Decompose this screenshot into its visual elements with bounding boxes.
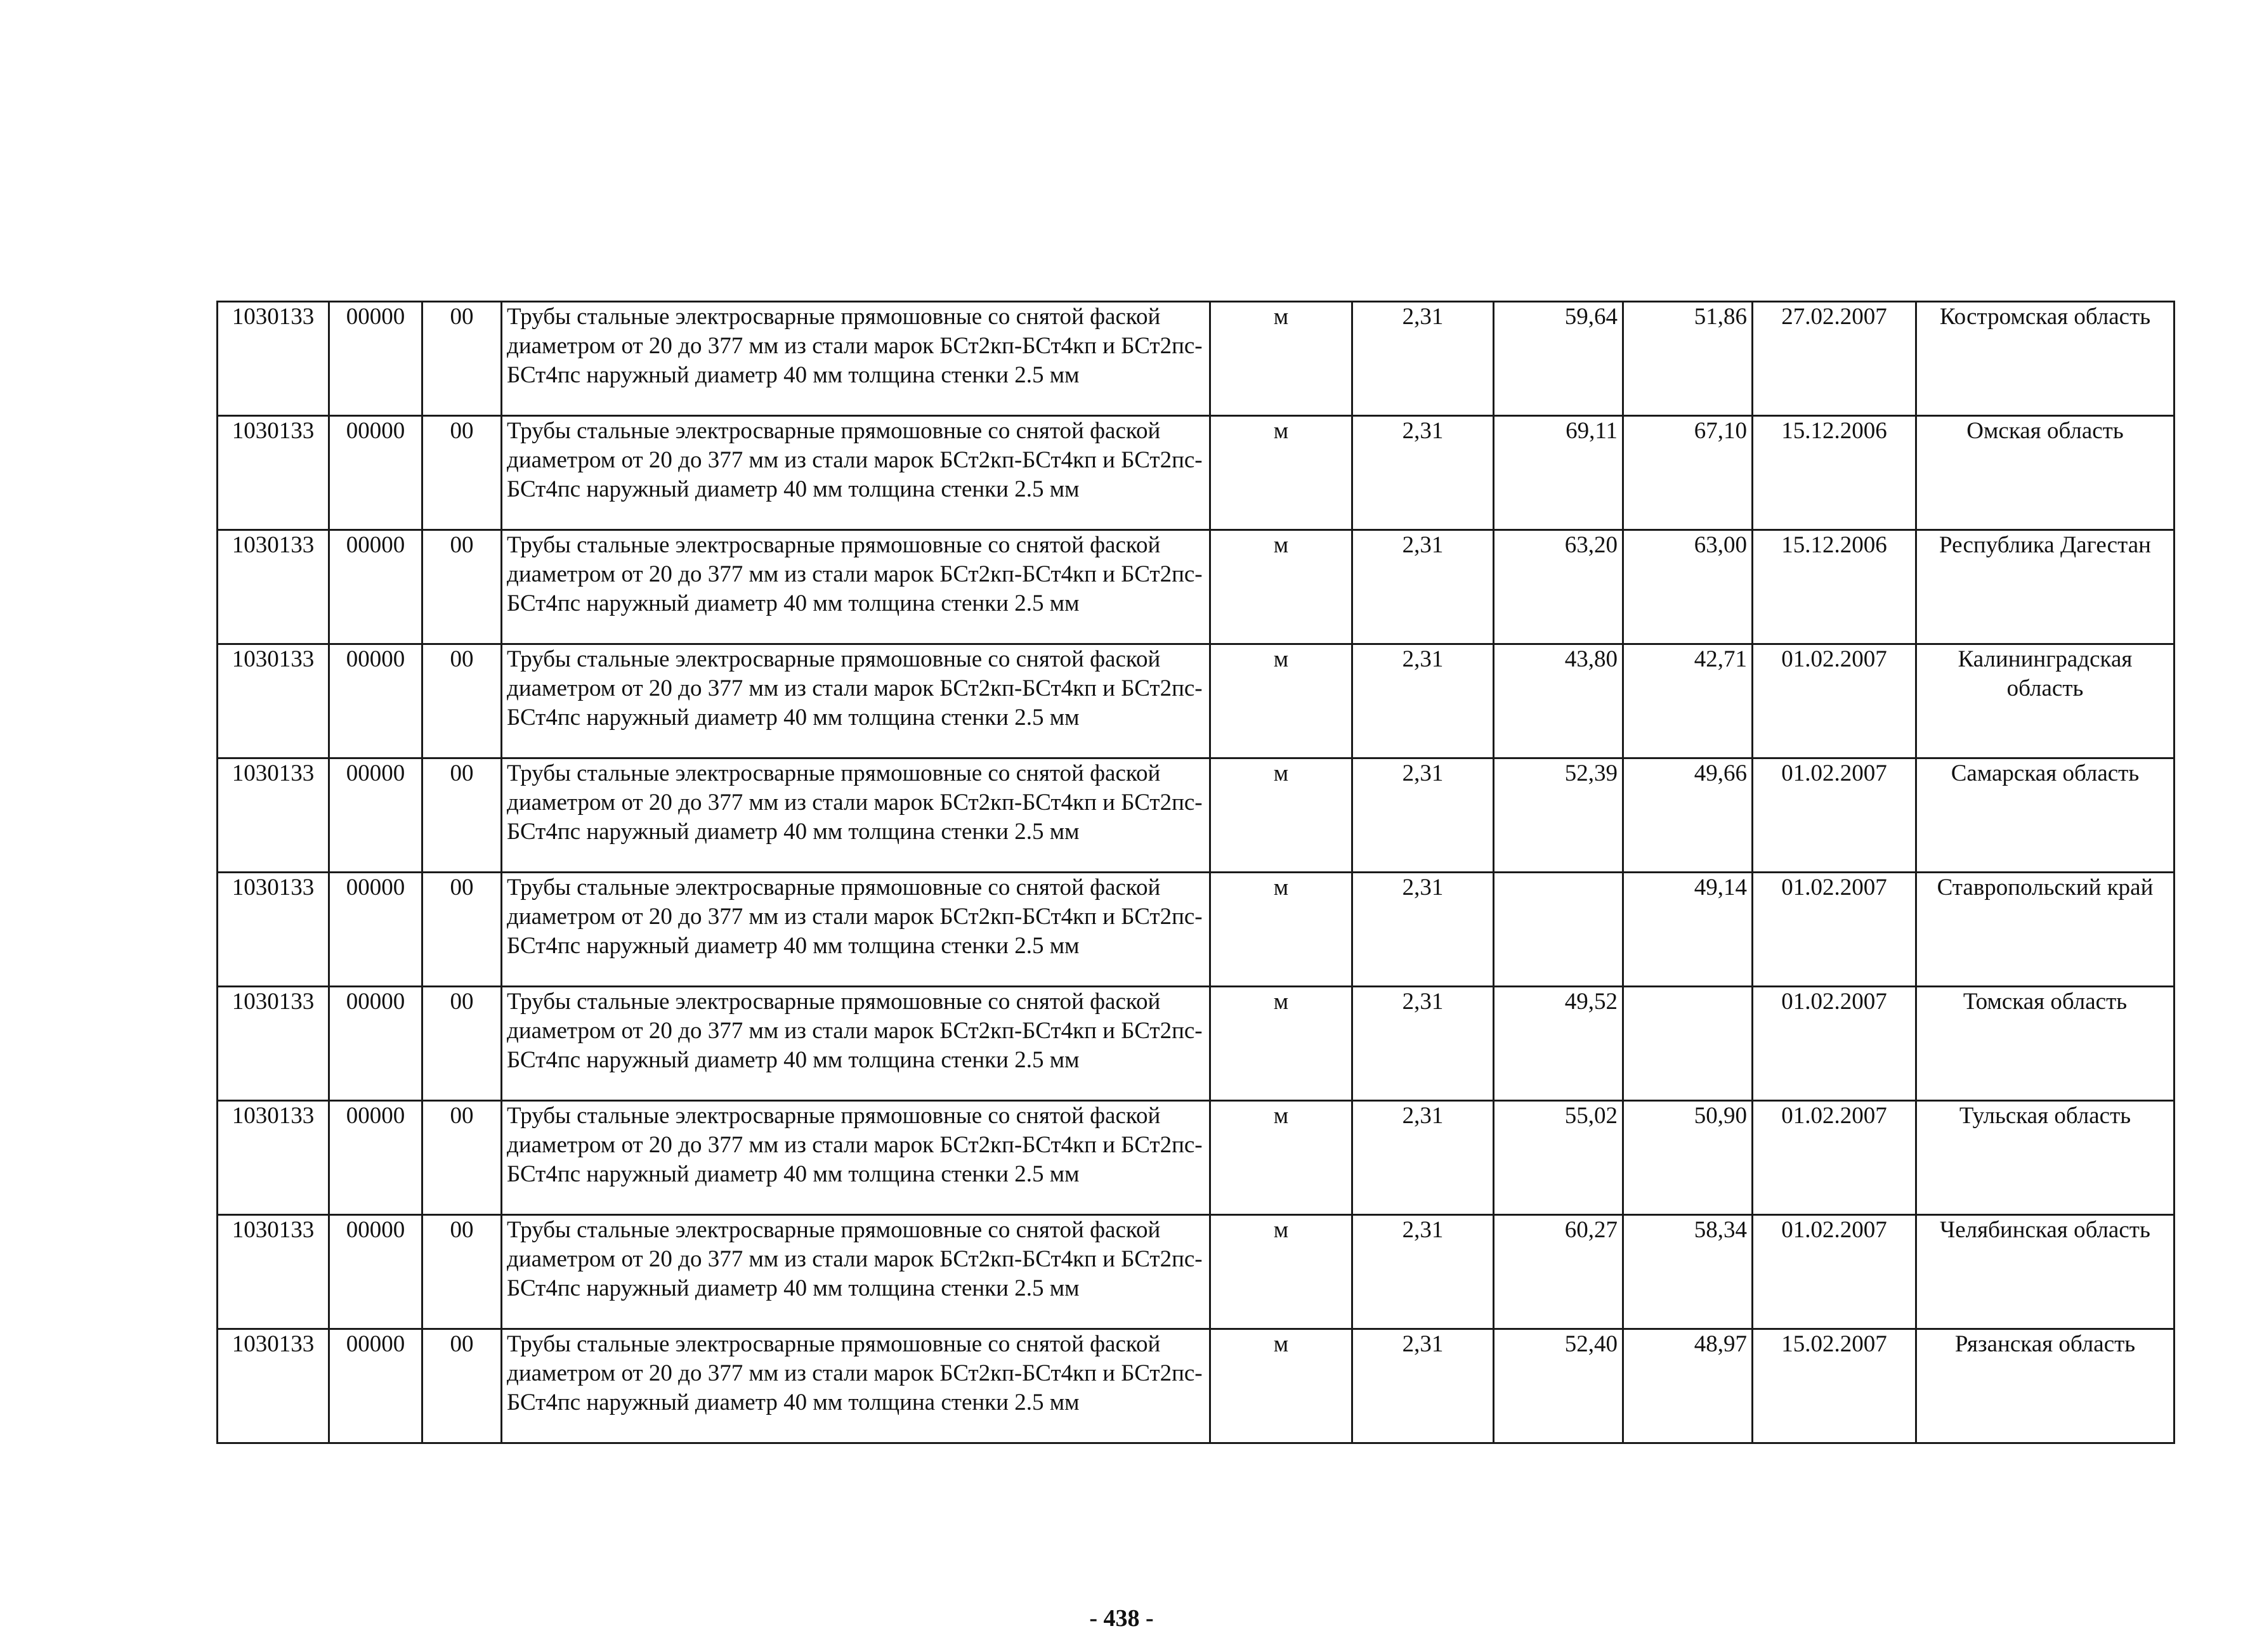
region-cell: Рязанская область [1916, 1329, 2174, 1443]
date-cell: 01.02.2007 [1753, 1101, 1916, 1215]
price-2-cell: 49,66 [1623, 758, 1753, 873]
coefficient-cell: 2,31 [1352, 644, 1494, 758]
table-row [218, 302, 2174, 416]
region-cell: Калининградская область [1916, 644, 2174, 758]
description-cell: Трубы стальные электросварные прямошовные со снятой фаской диаметром от 20 до 377 мм из стали марок БСт2кп-БСт4кп и БСт2пс-БСт4пс наружный диаметр 40 мм толщина стенки 2.5 мм [502, 416, 1210, 530]
subcode-cell: 00000 [329, 530, 422, 644]
price-1-cell: 60,27 [1494, 1215, 1623, 1329]
subcode-cell: 00000 [329, 1101, 422, 1215]
description-cell: Трубы стальные электросварные прямошовные со снятой фаской диаметром от 20 до 377 мм из стали марок БСт2кп-БСт4кп и БСт2пс-БСт4пс наружный диаметр 40 мм толщина стенки 2.5 мм [502, 1329, 1210, 1443]
description-cell: Трубы стальные электросварные прямошовные со снятой фаской диаметром от 20 до 377 мм из стали марок БСт2кп-БСт4кп и БСт2пс-БСт4пс наружный диаметр 40 мм толщина стенки 2.5 мм [502, 873, 1210, 987]
coefficient-cell: 2,31 [1352, 1329, 1494, 1443]
version-cell: 00 [422, 302, 502, 416]
coefficient-cell: 2,31 [1352, 758, 1494, 873]
price-1-cell: 43,80 [1494, 644, 1623, 758]
code-cell: 1030133 [218, 758, 329, 873]
region-cell: Ставропольский край [1916, 873, 2174, 987]
table-row [218, 1215, 2174, 1329]
subcode-cell: 00000 [329, 987, 422, 1101]
unit-cell: м [1210, 302, 1352, 416]
version-cell: 00 [422, 530, 502, 644]
region-cell: Республика Дагестан [1916, 530, 2174, 644]
description-cell: Трубы стальные электросварные прямошовные со снятой фаской диаметром от 20 до 377 мм из стали марок БСт2кп-БСт4кп и БСт2пс-БСт4пс наружный диаметр 40 мм толщина стенки 2.5 мм [502, 987, 1210, 1101]
price-1-cell: 49,52 [1494, 987, 1623, 1101]
price-1-cell: 63,20 [1494, 530, 1623, 644]
code-cell: 1030133 [218, 644, 329, 758]
code-cell: 1030133 [218, 1101, 329, 1215]
version-cell: 00 [422, 644, 502, 758]
page-number: - 438 - [1089, 1605, 1154, 1632]
date-cell: 15.02.2007 [1753, 1329, 1916, 1443]
unit-cell: м [1210, 873, 1352, 987]
code-cell: 1030133 [218, 416, 329, 530]
description-cell: Трубы стальные электросварные прямошовные со снятой фаской диаметром от 20 до 377 мм из стали марок БСт2кп-БСт4кп и БСт2пс-БСт4пс наружный диаметр 40 мм толщина стенки 2.5 мм [502, 644, 1210, 758]
date-cell: 15.12.2006 [1753, 416, 1916, 530]
subcode-cell: 00000 [329, 1329, 422, 1443]
code-cell: 1030133 [218, 987, 329, 1101]
table-row [218, 758, 2174, 873]
code-cell: 1030133 [218, 1329, 329, 1443]
unit-cell: м [1210, 530, 1352, 644]
table-row [218, 873, 2174, 987]
table-row [218, 987, 2174, 1101]
region-cell: Тульская область [1916, 1101, 2174, 1215]
subcode-cell: 00000 [329, 644, 422, 758]
description-cell: Трубы стальные электросварные прямошовные со снятой фаской диаметром от 20 до 377 мм из стали марок БСт2кп-БСт4кп и БСт2пс-БСт4пс наружный диаметр 40 мм толщина стенки 2.5 мм [502, 758, 1210, 873]
code-cell: 1030133 [218, 530, 329, 644]
price-1-cell: 59,64 [1494, 302, 1623, 416]
subcode-cell: 00000 [329, 302, 422, 416]
version-cell: 00 [422, 1329, 502, 1443]
price-2-cell: 67,10 [1623, 416, 1753, 530]
version-cell: 00 [422, 1101, 502, 1215]
date-cell: 15.12.2006 [1753, 530, 1916, 644]
code-cell: 1030133 [218, 873, 329, 987]
price-1-cell [1494, 873, 1623, 987]
date-cell: 01.02.2007 [1753, 758, 1916, 873]
code-cell: 1030133 [218, 302, 329, 416]
version-cell: 00 [422, 416, 502, 530]
description-cell: Трубы стальные электросварные прямошовные со снятой фаской диаметром от 20 до 377 мм из стали марок БСт2кп-БСт4кп и БСт2пс-БСт4пс наружный диаметр 40 мм толщина стенки 2.5 мм [502, 302, 1210, 416]
date-cell: 27.02.2007 [1753, 302, 1916, 416]
code-cell: 1030133 [218, 1215, 329, 1329]
table-row [218, 416, 2174, 530]
unit-cell: м [1210, 758, 1352, 873]
unit-cell: м [1210, 644, 1352, 758]
price-1-cell: 55,02 [1494, 1101, 1623, 1215]
unit-cell: м [1210, 1101, 1352, 1215]
version-cell: 00 [422, 758, 502, 873]
region-cell: Томская область [1916, 987, 2174, 1101]
region-cell: Костромская область [1916, 302, 2174, 416]
date-cell: 01.02.2007 [1753, 873, 1916, 987]
price-2-cell: 63,00 [1623, 530, 1753, 644]
unit-cell: м [1210, 416, 1352, 530]
price-2-cell: 49,14 [1623, 873, 1753, 987]
price-table [216, 301, 2175, 1444]
description-cell: Трубы стальные электросварные прямошовные со снятой фаской диаметром от 20 до 377 мм из стали марок БСт2кп-БСт4кп и БСт2пс-БСт4пс наружный диаметр 40 мм толщина стенки 2.5 мм [502, 1101, 1210, 1215]
unit-cell: м [1210, 987, 1352, 1101]
unit-cell: м [1210, 1329, 1352, 1443]
price-2-cell: 50,90 [1623, 1101, 1753, 1215]
price-1-cell: 69,11 [1494, 416, 1623, 530]
unit-cell: м [1210, 1215, 1352, 1329]
coefficient-cell: 2,31 [1352, 302, 1494, 416]
version-cell: 00 [422, 987, 502, 1101]
region-cell: Омская область [1916, 416, 2174, 530]
description-cell: Трубы стальные электросварные прямошовные со снятой фаской диаметром от 20 до 377 мм из стали марок БСт2кп-БСт4кп и БСт2пс-БСт4пс наружный диаметр 40 мм толщина стенки 2.5 мм [502, 530, 1210, 644]
price-2-cell [1623, 987, 1753, 1101]
price-2-cell: 42,71 [1623, 644, 1753, 758]
version-cell: 00 [422, 1215, 502, 1329]
price-2-cell: 48,97 [1623, 1329, 1753, 1443]
table-row [218, 1101, 2174, 1215]
subcode-cell: 00000 [329, 758, 422, 873]
coefficient-cell: 2,31 [1352, 1101, 1494, 1215]
table-row [218, 644, 2174, 758]
table-row [218, 530, 2174, 644]
price-2-cell: 51,86 [1623, 302, 1753, 416]
subcode-cell: 00000 [329, 416, 422, 530]
date-cell: 01.02.2007 [1753, 987, 1916, 1101]
coefficient-cell: 2,31 [1352, 873, 1494, 987]
date-cell: 01.02.2007 [1753, 644, 1916, 758]
price-2-cell: 58,34 [1623, 1215, 1753, 1329]
date-cell: 01.02.2007 [1753, 1215, 1916, 1329]
region-cell: Челябинская область [1916, 1215, 2174, 1329]
subcode-cell: 00000 [329, 1215, 422, 1329]
price-1-cell: 52,39 [1494, 758, 1623, 873]
coefficient-cell: 2,31 [1352, 1215, 1494, 1329]
version-cell: 00 [422, 873, 502, 987]
price-1-cell: 52,40 [1494, 1329, 1623, 1443]
coefficient-cell: 2,31 [1352, 530, 1494, 644]
description-cell: Трубы стальные электросварные прямошовные со снятой фаской диаметром от 20 до 377 мм из стали марок БСт2кп-БСт4кп и БСт2пс-БСт4пс наружный диаметр 40 мм толщина стенки 2.5 мм [502, 1215, 1210, 1329]
subcode-cell: 00000 [329, 873, 422, 987]
coefficient-cell: 2,31 [1352, 416, 1494, 530]
coefficient-cell: 2,31 [1352, 987, 1494, 1101]
table-row [218, 1329, 2174, 1443]
region-cell: Самарская область [1916, 758, 2174, 873]
